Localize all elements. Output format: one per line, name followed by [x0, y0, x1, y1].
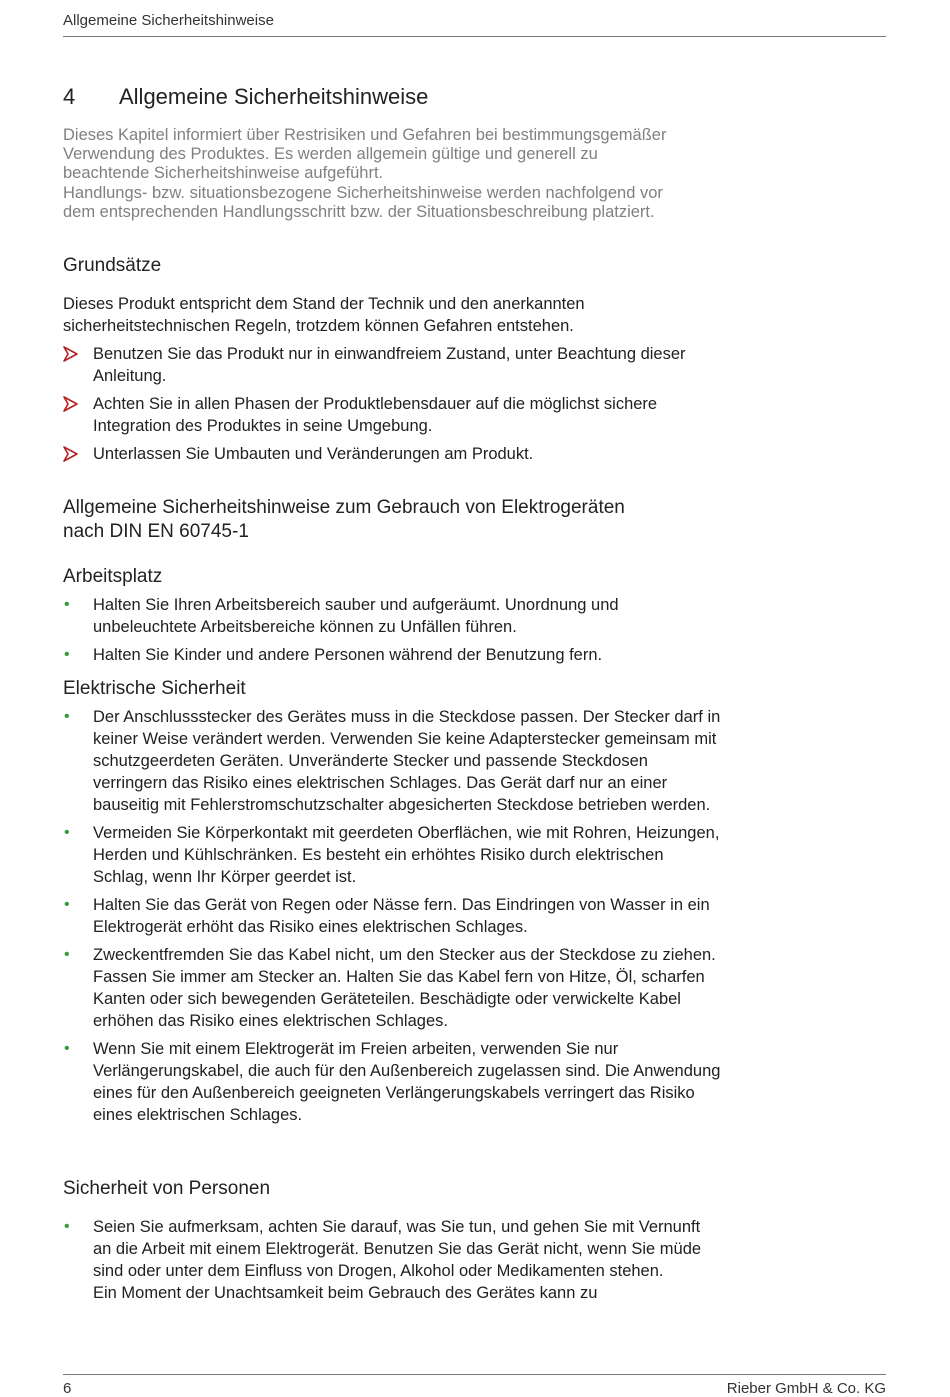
footer-company: Rieber GmbH & Co. KG — [726, 1380, 886, 1397]
arrow-right-icon — [63, 343, 78, 362]
list-item-text: Zweckentfremden Sie das Kabel nicht, um den Stecker aus der Steckdose zu ziehen. Fassen Sie immer am Stecker an. Halten Sie das Kabel fern von Hitze, Öl, scharfen Kanten oder sich bewegenden Geräteteilen. Beschädigte oder verwickelte Kabel erhöhen das Risiko eines elektrischen Schlages. — [93, 946, 716, 1030]
arrow-right-icon — [63, 443, 78, 462]
bullet-icon: • — [64, 1218, 70, 1235]
bullet-icon: • — [64, 708, 70, 725]
chapter-title-text: Allgemeine Sicherheitshinweise — [119, 84, 429, 109]
list-item-text-continued: Ein Moment der Unachtsamkeit beim Gebrauch des Gerätes kann zu — [93, 1284, 598, 1302]
list-item-text: Seien Sie aufmerksam, achten Sie darauf, was Sie tun, und gehen Sie mit Vernunft an die Arbeit mit einem Elektrogerät. Benutzen Sie das Gerät nicht, wenn Sie müde sind oder unter dem Einfluss von Drogen, Alkohol oder Medikamenten stehen. — [93, 1218, 702, 1280]
intro-line: Handlungs- bzw. situationsbezogene Sicherheitshinweise werden nachfolgend vor — [63, 183, 663, 202]
list-item — [63, 1038, 723, 1126]
heading-din-line: nach DIN EN 60745-1 — [63, 521, 249, 542]
heading-din-line: Allgemeine Sicherheitshinweise zum Gebrauch von Elektrogeräten — [63, 497, 625, 518]
heading-grundsaetze: Grundsätze — [63, 255, 162, 276]
arbeitsplatz-list — [63, 594, 723, 672]
arrow-right-icon — [63, 393, 78, 412]
bullet-icon: • — [64, 596, 70, 613]
personen-list — [63, 1216, 723, 1310]
intro-line: Verwendung des Produktes. Es werden allgemein gültige und generell zu — [63, 145, 598, 164]
list-item — [63, 706, 723, 816]
list-item — [63, 644, 723, 666]
list-item — [63, 343, 723, 387]
intro-line: Dieses Kapitel informiert über Restrisiken und Gefahren bei bestimmungsgemäßer — [63, 126, 667, 144]
list-item-text: Wenn Sie mit einem Elektrogerät im Freien arbeiten, verwenden Sie nur Verlängerungskabel, die auch für den Außenbereich zugelassen sind. Die Anwendung eines für den Außenbereich geeigneten Verlängerungskabels verringert das Risiko eines elektrischen Schlages. — [93, 1040, 721, 1124]
list-item-text: Unterlassen Sie Umbauten und Veränderungen am Produkt. — [93, 445, 534, 463]
list-item-text: Achten Sie in allen Phasen der Produktlebensdauer auf die möglichst sichere Integration des Produktes in seine Umgebung. — [93, 395, 658, 435]
list-item — [63, 443, 723, 465]
intro-paragraph — [63, 126, 763, 222]
grundsaetze-list — [63, 343, 723, 471]
running-header: Allgemeine Sicherheitshinweise — [63, 12, 274, 29]
bullet-icon: • — [64, 646, 70, 663]
chapter-title — [63, 84, 428, 110]
elektrisch-list — [63, 706, 723, 1132]
list-item — [63, 1216, 723, 1304]
bullet-icon: • — [64, 946, 70, 963]
heading-elektrische-sicherheit: Elektrische Sicherheit — [63, 678, 246, 699]
intro-line: beachtende Sicherheitshinweise aufgeführt. — [63, 164, 384, 183]
header-divider — [63, 36, 886, 37]
list-item — [63, 944, 723, 1032]
list-item — [63, 594, 723, 638]
list-item-text: Halten Sie Ihren Arbeitsbereich sauber und aufgeräumt. Unordnung und unbeleuchtete Arbeitsbereiche können zu Unfällen führen. — [93, 596, 619, 636]
list-item-text: Der Anschlussstecker des Gerätes muss in die Steckdose passen. Der Stecker darf in keiner Weise verändert werden. Verwenden Sie keine Adapterstecker gemeinsam mit schutzgeerdeten Geräten. Unveränderte Stecker und passende Steckdosen verringern das Risiko eines elektrischen Schlages. Das Gerät darf nur an einer bauseitig mit Fehlerstromschutzschalter abgesicherten Steckdose betrieben werden. — [93, 708, 721, 814]
list-item-text: Vermeiden Sie Körperkontakt mit geerdeten Oberflächen, wie mit Rohren, Heizungen, Herden und Kühlschränken. Es besteht ein erhöhtes Risiko durch elektrischen Schlag, wenn Ihr Körper geerdet ist. — [93, 824, 720, 886]
heading-din — [63, 496, 625, 544]
page-number: 6 — [63, 1380, 72, 1397]
list-item-text: Benutzen Sie das Produkt nur in einwandfreiem Zustand, unter Beachtung dieser Anleitung. — [93, 345, 686, 385]
list-item-text: Halten Sie Kinder und andere Personen während der Benutzung fern. — [93, 646, 603, 664]
list-item — [63, 822, 723, 888]
grundsaetze-text: Dieses Produkt entspricht dem Stand der Technik und den anerkannten sicherheitstechnischen Regeln, trotzdem können Gefahren entstehen. — [63, 295, 585, 335]
heading-arbeitsplatz: Arbeitsplatz — [63, 566, 163, 587]
list-item-text: Halten Sie das Gerät von Regen oder Nässe fern. Das Eindringen von Wasser in ein Elektrogerät erhöht das Risiko eines elektrischen Schlages. — [93, 896, 710, 936]
bullet-icon: • — [64, 824, 70, 841]
bullet-icon: • — [64, 1040, 70, 1057]
list-item — [63, 894, 723, 938]
bullet-icon: • — [64, 896, 70, 913]
heading-sicherheit-personen: Sicherheit von Personen — [63, 1178, 271, 1199]
footer-divider — [63, 1374, 886, 1375]
intro-line: dem entsprechenden Handlungsschritt bzw. der Situationsbeschreibung platziert. — [63, 202, 655, 221]
chapter-number: 4 — [63, 84, 76, 109]
list-item — [63, 393, 723, 437]
